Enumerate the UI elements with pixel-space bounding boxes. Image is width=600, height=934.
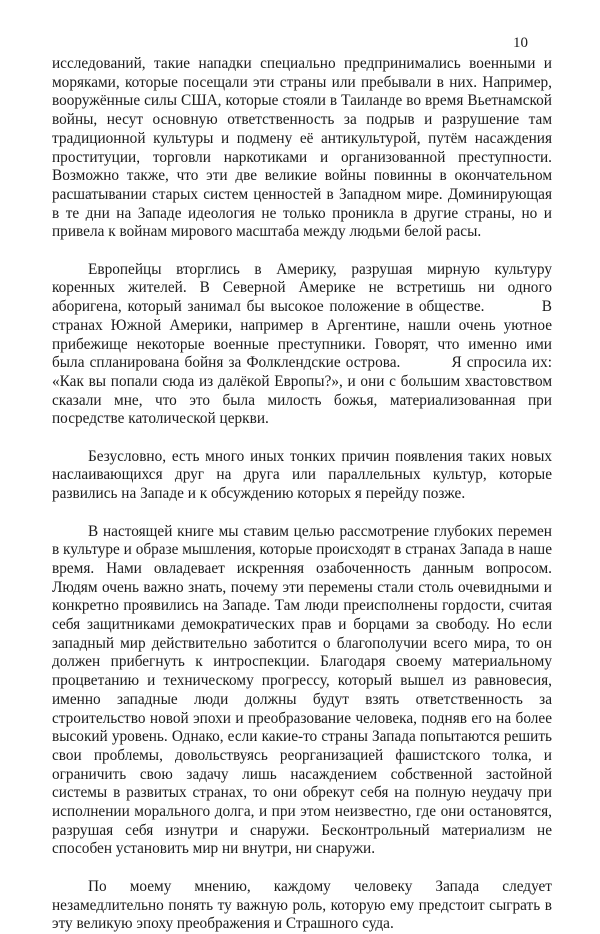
paragraph: Европейцы вторглись в Америку, разрушая мирную культуру коренных жителей. В Северной Америке не встретишь ни одного аборигена, который занимал бы высокое положение в обществе. В странах Южной Америки, например в Аргентине, нашли очень уютное прибежище некоторые военные преступники. Говорят, что именно ими была спланирована бойня за Фолклендские острова. Я спросила их: «Как вы попали сюда из далёкой Европы?», и они с большим хвастовством сказали мне, что это была милость божья, материализованная при посредстве католической церкви. xyxy=(52,260,556,428)
paragraph: В настоящей книге мы ставим целью рассмотрение глубоких перемен в культуре и образе мышления, которые происходят в странах Запада в наше время. Нами овладевает искренняя озабоченность данным вопросом. Людям очень важно знать, почему эти перемены стали столь очевидными и конкретно проявились на Западе. Там люди преисполнены гордости, считая себя защитниками демократических прав и борцами за свободу. Но если западный мир действительно заботится о благополучии всего мира, то он должен прибегнуть к интроспекции. Благодаря своему материальному процветанию и техническому прогрессу, который вышел из равновесия, именно западные люди должны будут взять ответственность за строительство новой эпохи и преобразование человека, подняв его на более высокий уровень. Однако, если какие-то страны Запада попытаются решить свои проблемы, довольствуясь реорганизацией фашистского толка, и ограничить свою задачу лишь насаждением собственной застойной системы в развитых странах, то они обрекут себя на полную неудачу при исполнении морального долга, и при этом неизвестно, где они остановятся, разрушая себя изнутри и снаружи. Бесконтрольный материализм не способен установить мир ни внутри, ни снаружи. xyxy=(52,522,552,858)
paragraph: Безусловно, есть много иных тонких причин появления таких новых наслаивающихся друг на друга или параллельных культур, которые развились на Западе и к обсуждению которых я перейду позже. xyxy=(52,447,552,503)
paragraph-gap xyxy=(52,429,552,448)
page-number: 10 xyxy=(513,35,528,51)
paragraph-gap xyxy=(52,859,552,878)
document-body xyxy=(52,55,556,934)
paragraph-gap xyxy=(52,242,552,261)
paragraph-gap xyxy=(52,504,552,523)
paragraph: По моему мнению, каждому человеку Запада следует незамедлительно понять ту важную роль, которую ему предстоит сыграть в эту великую эпоху преображения и Страшного суда. xyxy=(52,877,552,933)
paragraph-continuation: исследований, такие нападки специально предпринимались военными и моряками, которые посещали эти страны или пребывали в них. Например, вооружённые силы США, которые стояли в Таиланде во время Вьетнамской войны, несут основную ответственность за подрыв и разрушение там традиционной культуры и подмену её антикультурой, путём насаждения проституции, торговли наркотиками и организованной преступности. Возможно также, что эти две великие войны повинны в окончательном расшатывании старых систем ценностей в Западном мире. Доминирующая в те дни на Западе идеология не только проникла в другие страны, но и привела к войнам мирового масштаба между людьми белой расы. xyxy=(52,55,552,241)
